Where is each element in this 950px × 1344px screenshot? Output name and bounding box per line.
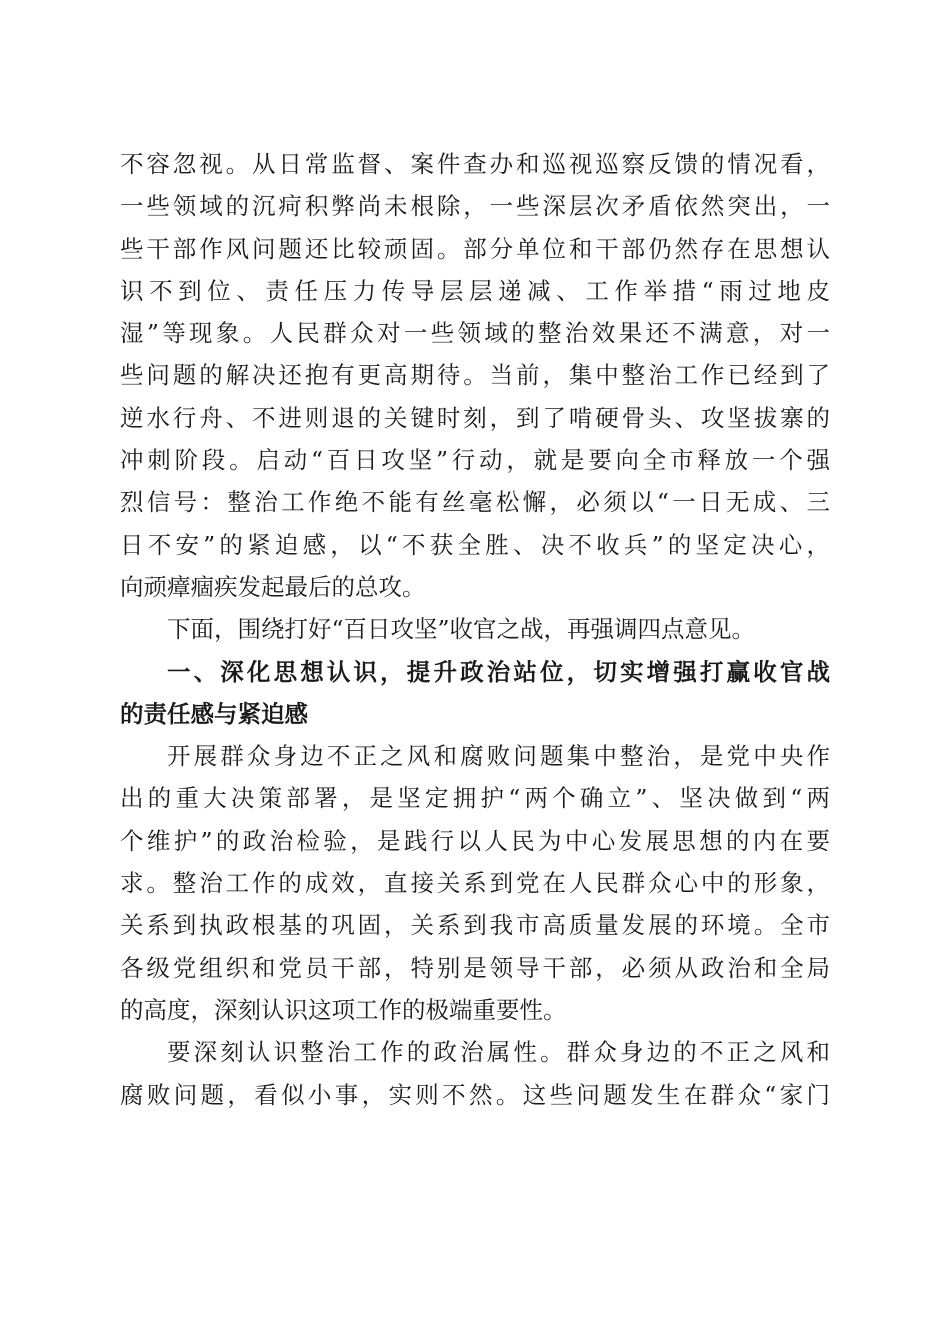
text-line: 要深刻认识整治工作的政治属性。群众身边的不正之风和 [167, 1038, 830, 1067]
heading-line: 一、深化思想认识，提升政治站位，切实增强打赢收官战 [167, 657, 830, 686]
text-line: 的高度，深刻认识这项工作的极端重要性。 [120, 995, 567, 1024]
text-line: 开展群众身边不正之风和腐败问题集中整治，是党中央作 [167, 742, 830, 771]
paragraph-intro [120, 608, 830, 650]
text-line: 些干部作风问题还比较顽固。部分单位和干部仍然存在思想认 [120, 234, 830, 263]
paragraph-political-nature [120, 1031, 830, 1116]
text-line: 出的重大决策部署，是坚定拥护“两个确立”、坚决做到“两 [120, 784, 830, 813]
text-line: 日不安”的紧迫感，以“不获全胜、决不收兵”的坚定决心， [120, 530, 830, 559]
text-line: 下面，围绕打好“百日攻坚”收官之战，再强调四点意见。 [167, 615, 756, 644]
text-line: 识不到位、责任压力传导层层递减、工作举措“雨过地皮 [120, 276, 830, 305]
paragraph-significance [120, 735, 830, 1031]
text-line: 一些领域的沉疴积弊尚未根除，一些深层次矛盾依然突出，一 [120, 192, 830, 221]
text-line: 向顽瘴痼疾发起最后的总攻。 [120, 572, 426, 601]
text-line: 关系到执政根基的巩固，关系到我市高质量发展的环境。全市 [120, 911, 830, 940]
document-body [120, 143, 830, 1116]
text-line: 个维护”的政治检验，是践行以人民为中心发展思想的内在要 [120, 826, 830, 855]
text-line: 烈信号：整治工作绝不能有丝毫松懈，必须以“一日无成、三 [120, 488, 830, 517]
heading-line: 的责任感与紧迫感 [120, 699, 308, 728]
section-heading-1 [120, 651, 830, 736]
text-line: 逆水行舟、不进则退的关键时刻，到了啃硬骨头、攻坚拔寨的 [120, 403, 830, 432]
text-line: 不容忽视。从日常监督、案件查办和巡视巡察反馈的情况看， [120, 150, 830, 178]
text-line: 些问题的解决还抱有更高期待。当前，集中整治工作已经到了 [120, 361, 830, 390]
text-line: 求。整治工作的成效，直接关系到党在人民群众心中的形象， [120, 869, 830, 898]
paragraph-context [120, 143, 830, 608]
text-line: 腐败问题，看似小事，实则不然。这些问题发生在群众“家门 [120, 1080, 830, 1109]
text-line: 冲刺阶段。启动“百日攻坚”行动，就是要向全市释放一个强 [120, 446, 830, 475]
text-line: 各级党组织和党员干部，特别是领导干部，必须从政治和全局 [120, 953, 830, 982]
text-line: 湿”等现象。人民群众对一些领域的整治效果还不满意，对一 [120, 319, 830, 348]
